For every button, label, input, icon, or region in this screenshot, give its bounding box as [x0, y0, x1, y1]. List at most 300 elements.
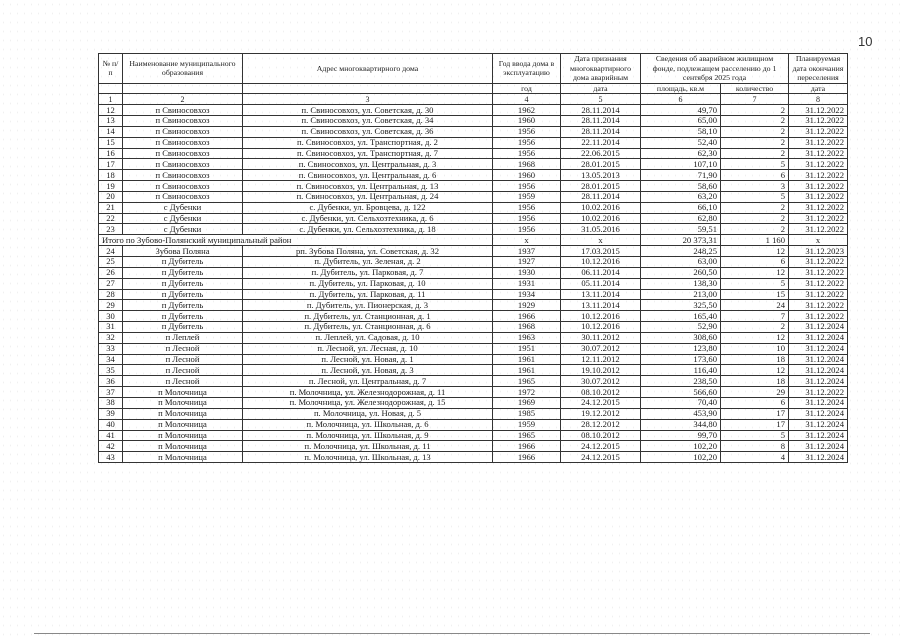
row-area: 165,40 — [641, 311, 721, 322]
row-address: с. Дубенки, ул. Сельхозтехника, д. 6 — [243, 213, 493, 224]
row-number: 25 — [99, 257, 123, 268]
row-address: п. Лесной, ул. Лесная, д. 10 — [243, 343, 493, 354]
row-number: 16 — [99, 148, 123, 159]
table-row — [99, 387, 848, 398]
row-area: 238,50 — [641, 376, 721, 387]
row-year: 1966 — [493, 452, 561, 463]
row-date: 10.02.2016 — [561, 202, 641, 213]
row-count: 5 — [721, 278, 789, 289]
row-municipality: п Свиносовхоз — [123, 170, 243, 181]
table-row — [99, 430, 848, 441]
row-date: 28.01.2015 — [561, 181, 641, 192]
row-area: 52,90 — [641, 322, 721, 333]
subheader-date: дата — [561, 83, 641, 94]
total-row — [99, 235, 848, 246]
subheader-empty-2 — [123, 83, 243, 94]
row-municipality: п Лесной — [123, 365, 243, 376]
row-address: п. Дубитель, ул. Пионерская, д. 3 — [243, 300, 493, 311]
row-address: п. Дубитель, ул. Парковая, д. 7 — [243, 267, 493, 278]
row-number: 24 — [99, 246, 123, 257]
row-number: 41 — [99, 430, 123, 441]
column-number: 6 — [641, 94, 721, 105]
row-year: 1956 — [493, 126, 561, 137]
row-planned: 31.12.2022 — [789, 126, 848, 137]
row-planned: 31.12.2022 — [789, 170, 848, 181]
row-number: 17 — [99, 159, 123, 170]
row-year: 1965 — [493, 376, 561, 387]
row-date: 28.12.2012 — [561, 419, 641, 430]
row-municipality: п Молочница — [123, 387, 243, 398]
row-count: 2 — [721, 105, 789, 116]
row-municipality: п Свиносовхоз — [123, 126, 243, 137]
row-number: 42 — [99, 441, 123, 452]
row-date: 19.12.2012 — [561, 408, 641, 419]
row-area: 58,10 — [641, 126, 721, 137]
row-municipality: п Молочница — [123, 397, 243, 408]
header-date: Дата признания многоквартирного дома аварийным — [561, 54, 641, 84]
row-count: 12 — [721, 332, 789, 343]
row-area: 99,70 — [641, 430, 721, 441]
row-date: 05.11.2014 — [561, 278, 641, 289]
row-address: с. Дубенки, ул. Бровцева, д. 122 — [243, 202, 493, 213]
row-address: п. Свиносовхоз, ул. Центральная, д. 13 — [243, 181, 493, 192]
table-row — [99, 408, 848, 419]
header-year: Год ввода дома в эксплуатацию — [493, 54, 561, 84]
row-planned: 31.12.2023 — [789, 246, 848, 257]
row-municipality: п Лесной — [123, 343, 243, 354]
row-planned: 31.12.2022 — [789, 278, 848, 289]
row-number: 39 — [99, 408, 123, 419]
total-area: 20 373,31 — [641, 235, 721, 246]
row-year: 1963 — [493, 332, 561, 343]
subheader-planned: дата — [789, 83, 848, 94]
header-municipality: Наименование муниципального образования — [123, 54, 243, 84]
row-date: 13.11.2014 — [561, 300, 641, 311]
row-count: 12 — [721, 246, 789, 257]
header-address: Адрес многоквартирного дома — [243, 54, 493, 84]
row-area: 71,90 — [641, 170, 721, 181]
row-area: 308,60 — [641, 332, 721, 343]
row-count: 17 — [721, 408, 789, 419]
row-date: 24.12.2015 — [561, 397, 641, 408]
table-row — [99, 365, 848, 376]
row-year: 1951 — [493, 343, 561, 354]
row-date: 30.07.2012 — [561, 343, 641, 354]
table-row — [99, 126, 848, 137]
table-row — [99, 376, 848, 387]
page-number: 10 — [858, 34, 873, 49]
row-municipality: п Дубитель — [123, 311, 243, 322]
row-address: рп. Зубова Поляна, ул. Советская, д. 32 — [243, 246, 493, 257]
row-planned: 31.12.2022 — [789, 202, 848, 213]
row-year: 1930 — [493, 267, 561, 278]
row-area: 138,30 — [641, 278, 721, 289]
row-planned: 31.12.2022 — [789, 105, 848, 116]
table-row — [99, 300, 848, 311]
row-area: 566,60 — [641, 387, 721, 398]
row-area: 260,50 — [641, 267, 721, 278]
row-area: 63,20 — [641, 191, 721, 202]
row-number: 22 — [99, 213, 123, 224]
row-date: 10.12.2016 — [561, 322, 641, 333]
subheader-row — [99, 83, 848, 94]
row-date: 10.02.2016 — [561, 213, 641, 224]
table-row — [99, 170, 848, 181]
row-date: 24.12.2015 — [561, 452, 641, 463]
row-date: 28.11.2014 — [561, 105, 641, 116]
row-count: 12 — [721, 267, 789, 278]
row-year: 1961 — [493, 365, 561, 376]
row-number: 18 — [99, 170, 123, 181]
row-planned: 31.12.2024 — [789, 332, 848, 343]
table-row — [99, 159, 848, 170]
table-row — [99, 289, 848, 300]
total-date: x — [561, 235, 641, 246]
row-planned: 31.12.2022 — [789, 148, 848, 159]
resettlement-table — [98, 53, 848, 463]
row-address: п. Свиносовхоз, ул. Центральная, д. 3 — [243, 159, 493, 170]
row-count: 6 — [721, 170, 789, 181]
row-address: п. Свиносовхоз, ул. Советская, д. 34 — [243, 116, 493, 127]
table-row — [99, 322, 848, 333]
row-year: 1961 — [493, 354, 561, 365]
row-planned: 31.12.2024 — [789, 441, 848, 452]
row-area: 116,40 — [641, 365, 721, 376]
table-row — [99, 343, 848, 354]
row-count: 5 — [721, 191, 789, 202]
row-address: п. Дубитель, ул. Парковая, д. 11 — [243, 289, 493, 300]
row-address: п. Лесной, ул. Новая, д. 3 — [243, 365, 493, 376]
row-date: 10.12.2016 — [561, 311, 641, 322]
row-area: 344,80 — [641, 419, 721, 430]
table-row — [99, 105, 848, 116]
row-year: 1956 — [493, 137, 561, 148]
row-municipality: п Свиносовхоз — [123, 159, 243, 170]
row-date: 24.12.2015 — [561, 441, 641, 452]
row-planned: 31.12.2024 — [789, 376, 848, 387]
row-planned: 31.12.2024 — [789, 408, 848, 419]
row-number: 31 — [99, 322, 123, 333]
header-row — [99, 54, 848, 84]
total-label: Итого по Зубово-Полянский муниципальный район — [99, 235, 493, 246]
row-area: 248,25 — [641, 246, 721, 257]
row-number: 29 — [99, 300, 123, 311]
row-date: 19.10.2012 — [561, 365, 641, 376]
row-year: 1960 — [493, 116, 561, 127]
table-row — [99, 137, 848, 148]
row-date: 17.03.2015 — [561, 246, 641, 257]
row-municipality: п Молочница — [123, 441, 243, 452]
row-year: 1934 — [493, 289, 561, 300]
table-row — [99, 257, 848, 268]
row-address: п. Молочница, ул. Школьная, д. 9 — [243, 430, 493, 441]
row-area: 102,20 — [641, 441, 721, 452]
row-municipality: п Молочница — [123, 419, 243, 430]
row-municipality: с Дубенки — [123, 213, 243, 224]
table-row — [99, 354, 848, 365]
row-year: 1956 — [493, 213, 561, 224]
row-address: п. Дубитель, ул. Станционная, д. 1 — [243, 311, 493, 322]
row-municipality: п Дубитель — [123, 300, 243, 311]
column-number: 1 — [99, 94, 123, 105]
row-address: п. Леплей, ул. Садовая, д. 10 — [243, 332, 493, 343]
row-planned: 31.12.2022 — [789, 267, 848, 278]
row-area: 63,00 — [641, 257, 721, 268]
subheader-year: год — [493, 83, 561, 94]
row-planned: 31.12.2022 — [789, 116, 848, 127]
row-planned: 31.12.2024 — [789, 452, 848, 463]
row-count: 10 — [721, 343, 789, 354]
header-info: Сведения об аварийном жилищном фонде, подлежащем расселению до 1 сентября 2025 года — [641, 54, 789, 84]
table-row — [99, 181, 848, 192]
row-planned: 31.12.2024 — [789, 343, 848, 354]
row-count: 2 — [721, 137, 789, 148]
row-number: 33 — [99, 343, 123, 354]
row-area: 173,60 — [641, 354, 721, 365]
row-number: 19 — [99, 181, 123, 192]
row-address: п. Молочница, ул. Новая, д. 5 — [243, 408, 493, 419]
row-year: 1965 — [493, 430, 561, 441]
row-count: 18 — [721, 354, 789, 365]
row-year: 1956 — [493, 202, 561, 213]
row-municipality: п Свиносовхоз — [123, 148, 243, 159]
row-address: п. Свиносовхоз, ул. Центральная, д. 24 — [243, 191, 493, 202]
row-planned: 31.12.2022 — [789, 311, 848, 322]
table-row — [99, 116, 848, 127]
row-number: 34 — [99, 354, 123, 365]
row-count: 6 — [721, 397, 789, 408]
table-row — [99, 397, 848, 408]
row-address: п. Лесной, ул. Центральная, д. 7 — [243, 376, 493, 387]
row-area: 59,51 — [641, 224, 721, 235]
row-municipality: с Дубенки — [123, 202, 243, 213]
row-count: 2 — [721, 148, 789, 159]
row-count: 2 — [721, 322, 789, 333]
row-date: 28.11.2014 — [561, 126, 641, 137]
page-bottom-rule — [34, 633, 870, 634]
row-address: п. Молочница, ул. Железнодорожная, д. 15 — [243, 397, 493, 408]
row-number: 43 — [99, 452, 123, 463]
row-planned: 31.12.2024 — [789, 419, 848, 430]
row-number: 14 — [99, 126, 123, 137]
row-planned: 31.12.2022 — [789, 224, 848, 235]
subheader-area: площадь, кв.м — [641, 83, 721, 94]
row-date: 30.11.2012 — [561, 332, 641, 343]
row-count: 2 — [721, 202, 789, 213]
row-year: 1959 — [493, 191, 561, 202]
row-address: п. Дубитель, ул. Зеленая, д. 2 — [243, 257, 493, 268]
row-year: 1931 — [493, 278, 561, 289]
row-planned: 31.12.2022 — [789, 137, 848, 148]
row-year: 1956 — [493, 148, 561, 159]
row-planned: 31.12.2024 — [789, 397, 848, 408]
row-date: 12.11.2012 — [561, 354, 641, 365]
row-planned: 31.12.2022 — [789, 181, 848, 192]
row-municipality: п Дубитель — [123, 322, 243, 333]
row-year: 1956 — [493, 181, 561, 192]
row-planned: 31.12.2022 — [789, 191, 848, 202]
row-area: 325,50 — [641, 300, 721, 311]
row-municipality: Зубова Поляна — [123, 246, 243, 257]
total-count: 1 160 — [721, 235, 789, 246]
row-number: 23 — [99, 224, 123, 235]
subheader-empty-1 — [99, 83, 123, 94]
row-planned: 31.12.2022 — [789, 289, 848, 300]
row-municipality: п Молочница — [123, 408, 243, 419]
table-row — [99, 278, 848, 289]
row-address: п. Свиносовхоз, ул. Транспортная, д. 7 — [243, 148, 493, 159]
row-area: 58,60 — [641, 181, 721, 192]
row-year: 1937 — [493, 246, 561, 257]
row-address: п. Молочница, ул. Школьная, д. 13 — [243, 452, 493, 463]
table-row — [99, 213, 848, 224]
subheader-count: количество — [721, 83, 789, 94]
row-planned: 31.12.2024 — [789, 365, 848, 376]
row-year: 1969 — [493, 397, 561, 408]
row-municipality: п Свиносовхоз — [123, 105, 243, 116]
row-area: 123,80 — [641, 343, 721, 354]
row-count: 2 — [721, 224, 789, 235]
row-number: 26 — [99, 267, 123, 278]
row-year: 1960 — [493, 170, 561, 181]
row-municipality: п Дубитель — [123, 267, 243, 278]
row-area: 70,40 — [641, 397, 721, 408]
row-number: 40 — [99, 419, 123, 430]
row-count: 7 — [721, 311, 789, 322]
row-municipality: п Дубитель — [123, 289, 243, 300]
total-planned: x — [789, 235, 848, 246]
row-date: 06.11.2014 — [561, 267, 641, 278]
row-area: 62,30 — [641, 148, 721, 159]
row-municipality: п Свиносовхоз — [123, 137, 243, 148]
column-number: 5 — [561, 94, 641, 105]
row-planned: 31.12.2022 — [789, 387, 848, 398]
row-planned: 31.12.2022 — [789, 213, 848, 224]
table-row — [99, 148, 848, 159]
row-date: 13.11.2014 — [561, 289, 641, 300]
row-count: 18 — [721, 376, 789, 387]
row-date: 22.06.2015 — [561, 148, 641, 159]
row-count: 17 — [721, 419, 789, 430]
row-count: 4 — [721, 452, 789, 463]
row-number: 30 — [99, 311, 123, 322]
row-count: 2 — [721, 126, 789, 137]
row-date: 22.11.2014 — [561, 137, 641, 148]
row-count: 8 — [721, 441, 789, 452]
row-number: 27 — [99, 278, 123, 289]
row-planned: 31.12.2022 — [789, 257, 848, 268]
row-municipality: п Свиносовхоз — [123, 116, 243, 127]
row-count: 2 — [721, 116, 789, 127]
row-number: 15 — [99, 137, 123, 148]
table-row — [99, 191, 848, 202]
total-year: x — [493, 235, 561, 246]
table-row — [99, 419, 848, 430]
row-date: 30.07.2012 — [561, 376, 641, 387]
row-count: 29 — [721, 387, 789, 398]
row-year: 1985 — [493, 408, 561, 419]
row-count: 15 — [721, 289, 789, 300]
row-address: п. Молочница, ул. Железнодорожная, д. 11 — [243, 387, 493, 398]
row-planned: 31.12.2022 — [789, 300, 848, 311]
row-date: 28.01.2015 — [561, 159, 641, 170]
subheader-empty-3 — [243, 83, 493, 94]
column-number: 4 — [493, 94, 561, 105]
row-municipality: п Лесной — [123, 376, 243, 387]
row-number: 28 — [99, 289, 123, 300]
row-area: 49,70 — [641, 105, 721, 116]
row-municipality: п Молочница — [123, 430, 243, 441]
row-address: п. Лесной, ул. Новая, д. 1 — [243, 354, 493, 365]
row-number: 36 — [99, 376, 123, 387]
row-area: 107,10 — [641, 159, 721, 170]
row-area: 213,00 — [641, 289, 721, 300]
row-area: 453,90 — [641, 408, 721, 419]
table-row — [99, 311, 848, 322]
row-year: 1968 — [493, 322, 561, 333]
row-year: 1972 — [493, 387, 561, 398]
row-number: 21 — [99, 202, 123, 213]
row-year: 1968 — [493, 159, 561, 170]
row-area: 62,80 — [641, 213, 721, 224]
row-planned: 31.12.2022 — [789, 159, 848, 170]
row-number: 13 — [99, 116, 123, 127]
table-row — [99, 224, 848, 235]
table-row — [99, 452, 848, 463]
row-municipality: п Дубитель — [123, 278, 243, 289]
row-number: 37 — [99, 387, 123, 398]
column-number: 8 — [789, 94, 848, 105]
row-municipality: п Свиносовхоз — [123, 191, 243, 202]
row-number: 35 — [99, 365, 123, 376]
row-year: 1966 — [493, 441, 561, 452]
row-date: 28.11.2014 — [561, 191, 641, 202]
row-year: 1956 — [493, 224, 561, 235]
row-address: п. Молочница, ул. Школьная, д. 6 — [243, 419, 493, 430]
row-year: 1959 — [493, 419, 561, 430]
column-number: 7 — [721, 94, 789, 105]
row-year: 1927 — [493, 257, 561, 268]
row-area: 52,40 — [641, 137, 721, 148]
row-number: 20 — [99, 191, 123, 202]
row-address: п. Дубитель, ул. Станционная, д. 6 — [243, 322, 493, 333]
column-number: 2 — [123, 94, 243, 105]
row-count: 5 — [721, 159, 789, 170]
row-date: 28.11.2014 — [561, 116, 641, 127]
table-row — [99, 202, 848, 213]
row-address: п. Свиносовхоз, ул. Советская, д. 30 — [243, 105, 493, 116]
row-planned: 31.12.2024 — [789, 322, 848, 333]
column-number-row — [99, 94, 848, 105]
row-date: 08.10.2012 — [561, 430, 641, 441]
row-planned: 31.12.2024 — [789, 430, 848, 441]
row-date: 31.05.2016 — [561, 224, 641, 235]
row-year: 1929 — [493, 300, 561, 311]
row-count: 5 — [721, 430, 789, 441]
column-number: 3 — [243, 94, 493, 105]
row-municipality: п Дубитель — [123, 257, 243, 268]
row-number: 12 — [99, 105, 123, 116]
row-planned: 31.12.2024 — [789, 354, 848, 365]
row-address: п. Молочница, ул. Школьная, д. 11 — [243, 441, 493, 452]
table-row — [99, 267, 848, 278]
row-area: 65,00 — [641, 116, 721, 127]
row-year: 1962 — [493, 105, 561, 116]
row-count: 12 — [721, 365, 789, 376]
row-date: 13.05.2013 — [561, 170, 641, 181]
row-municipality: п Молочница — [123, 452, 243, 463]
table-row — [99, 246, 848, 257]
